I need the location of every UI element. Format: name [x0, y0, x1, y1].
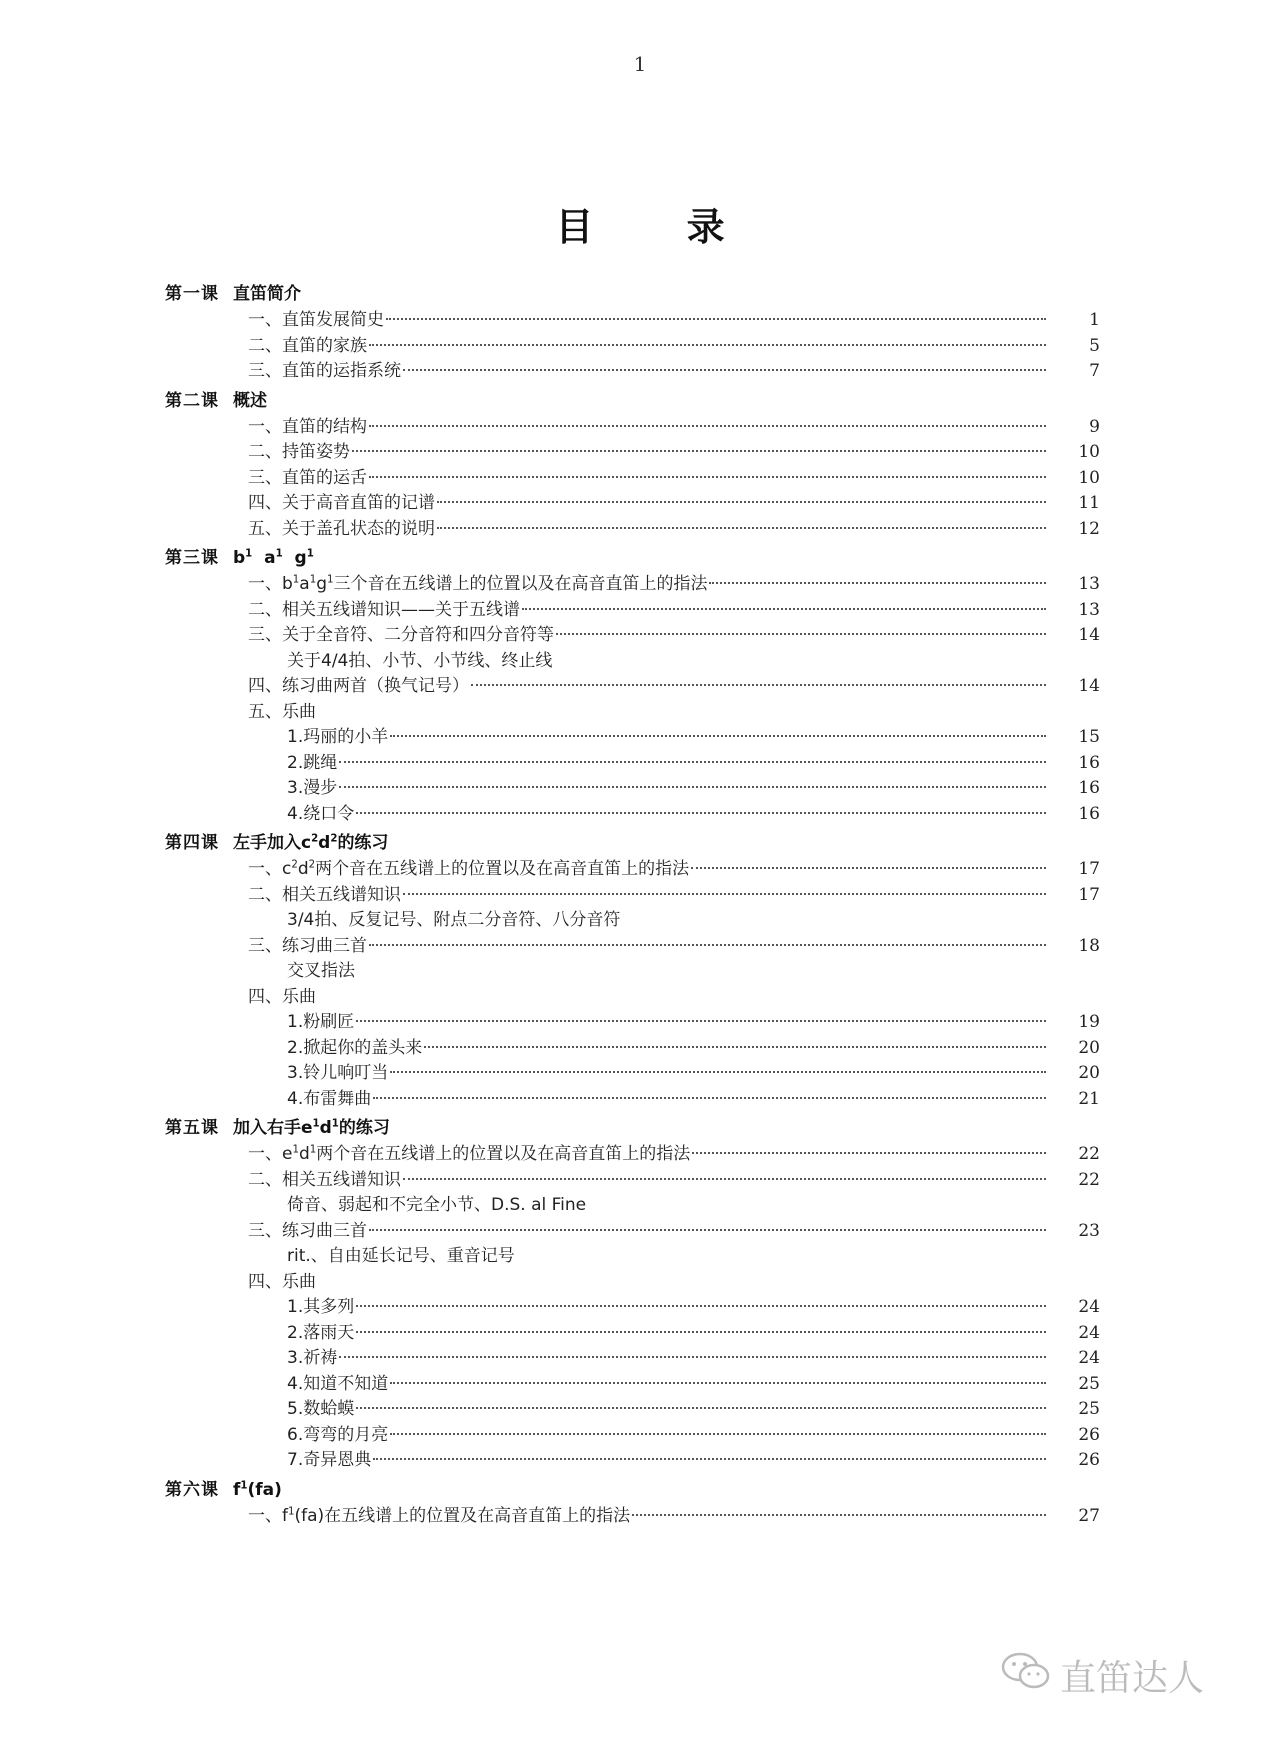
- toc-entry-label: 倚音、弱起和不完全小节、D.S. al Fine: [287, 1195, 587, 1215]
- dot-leader: [390, 1433, 1046, 1435]
- page-number: 1: [633, 52, 647, 76]
- toc-page-number: 16: [1078, 803, 1100, 824]
- toc-page-number: 24: [1078, 1297, 1100, 1317]
- dot-leader: [356, 1305, 1046, 1307]
- dot-leader: [403, 1178, 1046, 1180]
- toc-entry-label: 一、直笛发展简史: [248, 310, 384, 330]
- lesson-title: 直笛简介: [233, 284, 301, 304]
- toc-entry-label: 二、直笛的家族: [248, 335, 367, 356]
- lesson-heading[interactable]: [165, 281, 1100, 308]
- dot-leader: [556, 633, 1046, 635]
- toc-entry[interactable]: [165, 934, 1100, 960]
- toc-page-number: 13: [1078, 574, 1100, 594]
- lesson-number: 第四课: [165, 833, 219, 853]
- dot-leader: [632, 1514, 1046, 1516]
- dot-leader: [369, 476, 1046, 478]
- toc-entry[interactable]: [165, 466, 1100, 492]
- toc-entry-label: 二、持笛姿势: [248, 442, 350, 462]
- toc-entry-label: 三、直笛的运指系统: [248, 361, 401, 381]
- toc-entry[interactable]: [165, 572, 1100, 598]
- dot-leader: [437, 527, 1046, 529]
- toc-entry-label: 三、练习曲三首: [248, 1220, 367, 1241]
- toc-entry[interactable]: [165, 1193, 1100, 1219]
- toc-entry-label: 1.玛丽的小羊: [287, 727, 389, 747]
- lesson-title: $f^1(fa)$: [233, 1479, 282, 1500]
- toc-entry[interactable]: [165, 415, 1100, 441]
- toc-page-number: 24: [1078, 1322, 1100, 1343]
- dot-leader: [339, 1356, 1046, 1358]
- dot-leader: [369, 425, 1046, 427]
- toc-entry-label: 1.粉刷匠: [287, 1012, 355, 1032]
- lesson-number: 第五课: [165, 1118, 219, 1138]
- toc-entry-label: 4.绕口令: [287, 803, 355, 824]
- toc-entry[interactable]: [165, 776, 1100, 802]
- toc-entry-label: 交叉指法: [287, 961, 355, 981]
- toc-entry[interactable]: [165, 308, 1100, 334]
- toc-entry-label: 五、乐曲: [248, 701, 316, 722]
- toc-entry[interactable]: [165, 359, 1100, 385]
- toc-page-number: 14: [1078, 676, 1100, 696]
- toc-page-number: 12: [1078, 518, 1100, 539]
- lesson-heading[interactable]: [165, 545, 1100, 572]
- toc-entry[interactable]: [165, 440, 1100, 466]
- toc-page-number: 18: [1078, 935, 1100, 956]
- dot-leader: [373, 1097, 1046, 1099]
- toc-entry[interactable]: [165, 1372, 1100, 1398]
- watermark: [1000, 1650, 1204, 1701]
- dot-leader: [339, 786, 1046, 788]
- toc-page-number: 13: [1078, 599, 1100, 620]
- dot-leader: [356, 1407, 1046, 1409]
- toc-entry-label: 3.祈祷: [287, 1348, 338, 1368]
- toc-page-number: 9: [1089, 416, 1100, 437]
- toc-entry[interactable]: [165, 985, 1100, 1011]
- dot-leader: [390, 735, 1046, 737]
- dot-leader: [390, 1382, 1046, 1384]
- toc-entry-label: 二、相关五线谱知识: [248, 1169, 401, 1190]
- dot-leader: [424, 1046, 1046, 1048]
- toc-entry-label: 三、关于全音符、二分音符和四分音符等: [248, 625, 554, 645]
- toc-entry[interactable]: [165, 1061, 1100, 1087]
- toc-entry[interactable]: [165, 883, 1100, 909]
- toc-entry-label: 一、$b^1a^1g^1$三个音在五线谱上的位置以及在高音直笛上的指法: [248, 574, 708, 594]
- dot-leader: [369, 344, 1046, 346]
- toc-entry[interactable]: [165, 517, 1100, 543]
- page-title: 目 录: [555, 205, 765, 249]
- toc-page-number: 17: [1078, 884, 1100, 905]
- dot-leader: [356, 812, 1046, 814]
- toc-entry[interactable]: [165, 1321, 1100, 1347]
- toc-entry[interactable]: [165, 1397, 1100, 1423]
- toc-entry-label: 4.布雷舞曲: [287, 1088, 372, 1109]
- dot-leader: [339, 761, 1046, 763]
- toc-entry-label: 二、相关五线谱知识——关于五线谱: [248, 599, 520, 620]
- dot-leader: [356, 1020, 1046, 1022]
- toc-entry[interactable]: [165, 1168, 1100, 1194]
- toc-page-number: 10: [1078, 467, 1100, 488]
- toc-entry[interactable]: [165, 1087, 1100, 1113]
- toc-entry[interactable]: [165, 959, 1100, 985]
- toc-page-number: 20: [1078, 1037, 1100, 1058]
- lesson-title: 左手加入$c^2d^2$的练习: [233, 833, 389, 853]
- dot-leader: [691, 867, 1046, 869]
- toc-entry-label: 二、相关五线谱知识: [248, 884, 401, 905]
- toc-entry-label: 6.弯弯的月亮: [287, 1424, 389, 1445]
- lesson-title: 加入右手$e^1d^1$的练习: [233, 1118, 390, 1138]
- toc-entry-label: 一、直笛的结构: [248, 416, 367, 437]
- dot-leader: [369, 944, 1046, 946]
- toc-entry-label: 四、关于高音直笛的记谱: [248, 493, 435, 513]
- toc-entry-label: 五、关于盖孔状态的说明: [248, 518, 435, 539]
- toc-entry-label: 3/4拍、反复记号、附点二分音符、八分音符: [287, 910, 621, 930]
- dot-leader: [437, 501, 1046, 503]
- toc-entry-label: 四、练习曲两首（换气记号）: [248, 676, 469, 696]
- toc-entry[interactable]: [165, 1244, 1100, 1270]
- lesson-title: $b^1$ $a^1$ $g^1$: [233, 548, 314, 568]
- dot-leader: [369, 1229, 1046, 1231]
- toc-entry[interactable]: [165, 1010, 1100, 1036]
- dot-leader: [356, 1331, 1046, 1333]
- table-of-contents: [165, 278, 1100, 1529]
- toc-entry-label: 一、$e^1d^1$两个音在五线谱上的位置以及在高音直笛上的指法: [248, 1144, 691, 1164]
- toc-entry-label: 四、乐曲: [248, 986, 316, 1007]
- toc-entry-label: 2.跳绳: [287, 752, 338, 773]
- toc-entry[interactable]: [165, 700, 1100, 726]
- dot-leader: [692, 1152, 1046, 1154]
- toc-entry[interactable]: [165, 1219, 1100, 1245]
- lesson-heading[interactable]: [165, 830, 1100, 857]
- toc-entry[interactable]: [165, 725, 1100, 751]
- toc-page-number: 26: [1078, 1450, 1100, 1470]
- toc-entry[interactable]: [165, 674, 1100, 700]
- lesson-heading[interactable]: [165, 1115, 1100, 1142]
- toc-page-number: 16: [1078, 778, 1100, 798]
- dot-leader: [403, 369, 1046, 371]
- toc-page-number: 19: [1078, 1012, 1100, 1032]
- toc-entry-label: 3.漫步: [287, 778, 338, 798]
- toc-entry-label: 一、$f^1(fa)$在五线谱上的位置及在高音直笛上的指法: [248, 1505, 631, 1526]
- toc-entry-label: rit.、自由延长记号、重音记号: [287, 1246, 515, 1266]
- toc-page-number: 22: [1078, 1144, 1100, 1164]
- toc-page-number: 17: [1078, 859, 1100, 879]
- toc-entry[interactable]: [165, 598, 1100, 624]
- toc-entry[interactable]: [165, 649, 1100, 675]
- toc-entry-label: 1.其多列: [287, 1297, 355, 1317]
- dot-leader: [390, 1071, 1046, 1073]
- toc-entry[interactable]: [165, 1036, 1100, 1062]
- toc-page-number: 23: [1078, 1220, 1100, 1241]
- toc-entry[interactable]: [165, 623, 1100, 649]
- toc-page-number: 7: [1089, 361, 1100, 381]
- toc-entry-label: 7.奇异恩典: [287, 1450, 372, 1470]
- watermark-text: 直笛达人: [1060, 1658, 1205, 1699]
- toc-entry[interactable]: [165, 908, 1100, 934]
- toc-entry[interactable]: [165, 491, 1100, 517]
- lesson-heading[interactable]: [165, 1477, 1100, 1504]
- toc-entry-label: 4.知道不知道: [287, 1373, 389, 1394]
- toc-entry[interactable]: [165, 1295, 1100, 1321]
- toc-page-number: 22: [1078, 1169, 1100, 1190]
- lesson-title: 概述: [233, 390, 267, 411]
- toc-entry[interactable]: [165, 1346, 1100, 1372]
- toc-page-number: 10: [1078, 442, 1100, 462]
- toc-page-number: 14: [1078, 625, 1100, 645]
- toc-page-number: 27: [1078, 1505, 1100, 1526]
- lesson-number: 第三课: [165, 548, 219, 568]
- toc-page-number: 1: [1089, 310, 1100, 330]
- toc-entry[interactable]: [165, 1270, 1100, 1296]
- toc-page-number: 16: [1078, 752, 1100, 773]
- toc-page-number: 25: [1078, 1399, 1100, 1419]
- toc-entry-label: 四、乐曲: [248, 1271, 316, 1292]
- toc-entry[interactable]: [165, 857, 1100, 883]
- toc-page-number: 15: [1078, 727, 1100, 747]
- toc-page-number: 26: [1078, 1424, 1100, 1445]
- dot-leader: [709, 582, 1046, 584]
- toc-entry[interactable]: [165, 1448, 1100, 1474]
- lesson-number: 第二课: [165, 390, 219, 411]
- lesson-number: 第六课: [165, 1479, 219, 1500]
- wechat-icon: [1000, 1651, 1060, 1700]
- toc-entry-label: 三、练习曲三首: [248, 935, 367, 956]
- toc-entry-label: 2.掀起你的盖头来: [287, 1037, 423, 1058]
- lesson-number: 第一课: [165, 284, 219, 304]
- toc-entry-label: 3.铃儿响叮当: [287, 1063, 389, 1083]
- toc-page-number: 5: [1089, 335, 1100, 356]
- dot-leader: [352, 450, 1046, 452]
- toc-entry-label: 2.落雨天: [287, 1322, 355, 1343]
- dot-leader: [386, 318, 1046, 320]
- dot-leader: [471, 684, 1046, 686]
- toc-entry-label: 5.数蛤蟆: [287, 1399, 355, 1419]
- dot-leader: [522, 608, 1046, 610]
- dot-leader: [373, 1458, 1046, 1460]
- toc-page-number: 21: [1078, 1088, 1100, 1109]
- toc-entry-label: 一、$c^2d^2$两个音在五线谱上的位置以及在高音直笛上的指法: [248, 859, 690, 879]
- toc-entry[interactable]: [165, 334, 1100, 360]
- toc-entry[interactable]: [165, 1142, 1100, 1168]
- toc-entry[interactable]: [165, 802, 1100, 828]
- toc-page-number: 25: [1078, 1373, 1100, 1394]
- toc-page-number: 24: [1078, 1348, 1100, 1368]
- toc-page-number: 11: [1078, 493, 1100, 513]
- lesson-heading[interactable]: [165, 388, 1100, 415]
- toc-entry[interactable]: [165, 1423, 1100, 1449]
- toc-entry-label: 关于4/4拍、小节、小节线、终止线: [287, 650, 553, 671]
- toc-page-number: 20: [1078, 1063, 1100, 1083]
- toc-entry[interactable]: [165, 1504, 1100, 1530]
- toc-entry[interactable]: [165, 751, 1100, 777]
- dot-leader: [403, 893, 1046, 895]
- toc-entry-label: 三、直笛的运舌: [248, 467, 367, 488]
